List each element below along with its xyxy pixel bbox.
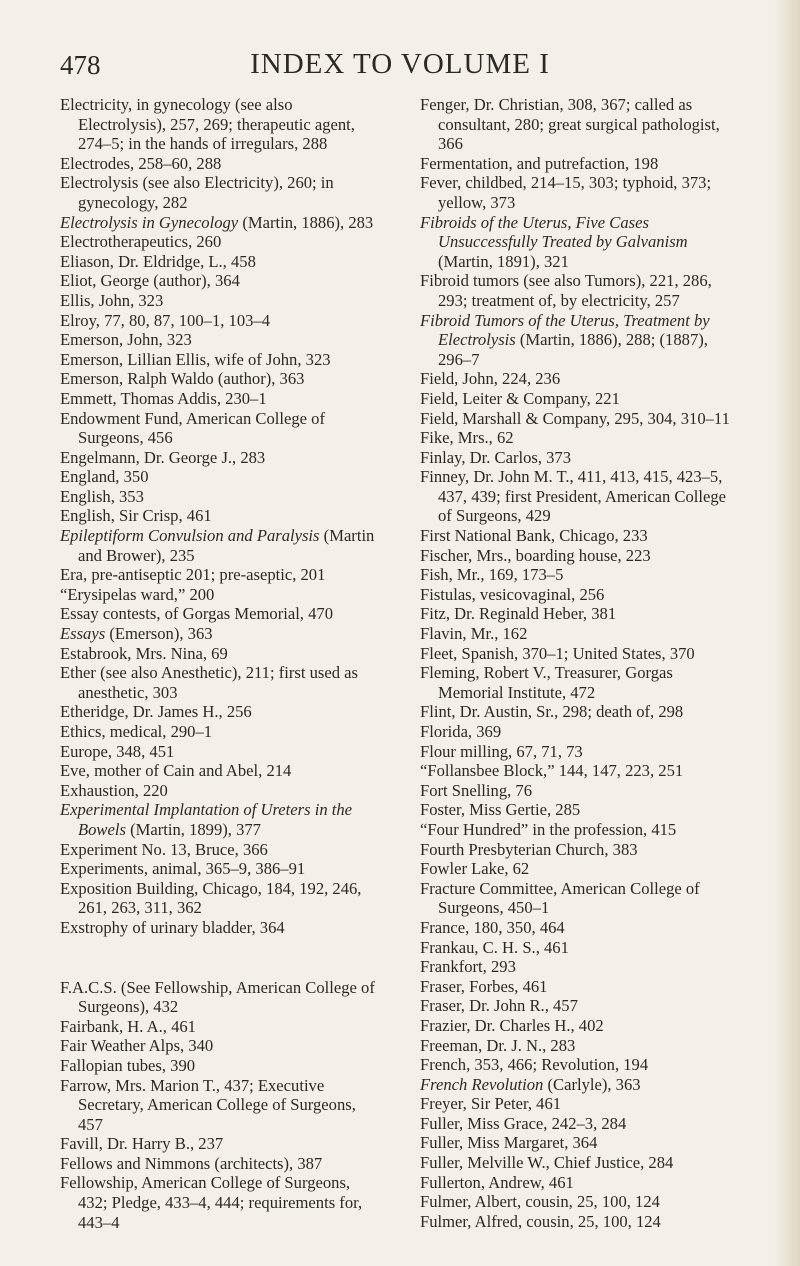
entry-text: Frankau, C. H. S., 461: [420, 937, 569, 957]
index-entry: [60, 95, 380, 154]
index-entry: [60, 918, 380, 938]
entry-text: (Emerson), 363: [105, 624, 213, 644]
entry-text: Estabrook, Mrs. Nina, 69: [60, 643, 228, 663]
index-entry: [420, 800, 740, 820]
entry-text: Emerson, John, 323: [60, 330, 192, 350]
entry-text: Foster, Miss Gertie, 285: [420, 800, 581, 820]
entry-text: Finney, Dr. John M. T., 411, 413, 415, 423–5, 437, 439; first President, American College of Surgeons, 429: [420, 467, 727, 526]
index-entry: [60, 644, 380, 664]
page-header: [60, 46, 740, 86]
entry-text: (Carlyle), 363: [543, 1074, 641, 1094]
index-entry: [420, 1114, 740, 1134]
index-entry: [420, 213, 740, 272]
entry-title-italic: Fibroid Tumors of the Uterus, Treatment by Electrolysis: [420, 310, 710, 350]
entry-text: Fulmer, Albert, cousin, 25, 100, 124: [420, 1192, 660, 1212]
index-entry: [60, 585, 380, 605]
entry-text: Ether (see also Anesthetic), 211; first used as anesthetic, 303: [60, 663, 358, 702]
index-entry: [60, 1134, 380, 1154]
index-entry: [60, 1056, 380, 1076]
entry-text: Fracture Committee, American College of Surgeons, 450–1: [420, 878, 700, 918]
index-entry: [60, 565, 380, 585]
index-entry: [60, 213, 380, 233]
entry-title-italic: Fibroids of the Uterus, Five Cases Unsuccessfully Treated by Galvanism: [420, 212, 688, 252]
index-entry: [60, 1036, 380, 1056]
entry-text: Electrodes, 258–60, 288: [60, 153, 222, 173]
index-entry: [420, 996, 740, 1016]
index-entry: [60, 604, 380, 624]
index-entry: [60, 1154, 380, 1174]
entry-text: (Martin, 1886), 283: [238, 212, 374, 232]
entry-text: Fraser, Dr. John R., 457: [420, 996, 578, 1016]
letter-gap: [60, 938, 380, 978]
index-entry: [60, 271, 380, 291]
entry-text: Field, Marshall & Company, 295, 304, 310–11: [420, 408, 730, 428]
entry-text: First National Bank, Chicago, 233: [420, 526, 648, 546]
running-head: INDEX TO VOLUME I: [250, 48, 550, 80]
index-entry: [420, 1094, 740, 1114]
index-entry: [60, 742, 380, 762]
index-entry: [420, 1036, 740, 1056]
index-entry: [420, 1173, 740, 1193]
entry-text: Fistulas, vesicovaginal, 256: [420, 584, 605, 604]
index-entry: [420, 1153, 740, 1173]
entry-text: Eliot, George (author), 364: [60, 271, 240, 291]
index-entry: [420, 154, 740, 174]
index-entry: [60, 154, 380, 174]
index-entry: [60, 252, 380, 272]
entry-text: Fellows and Nimmons (architects), 387: [60, 1153, 323, 1173]
entry-text: Farrow, Mrs. Marion T., 437; Executive Secretary, American College of Surgeons, 457: [60, 1075, 356, 1134]
index-entry: [60, 978, 380, 1017]
index-entry: [60, 291, 380, 311]
index-entry: [420, 369, 740, 389]
index-entry: [60, 663, 380, 702]
index-entry: [60, 311, 380, 331]
index-entry: [60, 350, 380, 370]
index-entry: [420, 663, 740, 702]
entry-text: Emerson, Lillian Ellis, wife of John, 323: [60, 349, 331, 369]
index-entry: [60, 1017, 380, 1037]
entry-text: (Martin, 1891), 321: [438, 251, 569, 271]
entry-text: Fraser, Forbes, 461: [420, 976, 548, 996]
index-entry: [420, 1192, 740, 1212]
index-entry: [420, 546, 740, 566]
entry-text: Ellis, John, 323: [60, 290, 164, 310]
entry-text: Fike, Mrs., 62: [420, 428, 514, 448]
index-entry: [420, 742, 740, 762]
entry-text: Fischer, Mrs., boarding house, 223: [420, 545, 651, 565]
index-entry: [420, 467, 740, 526]
entry-text: Fitz, Dr. Reginald Heber, 381: [420, 604, 617, 624]
entry-text: Emmett, Thomas Addis, 230–1: [60, 388, 267, 408]
entry-text: Fenger, Dr. Christian, 308, 367; called as consultant, 280; great surgical pathologist, 366: [420, 95, 720, 154]
index-entry: [420, 95, 740, 154]
index-entry: [420, 409, 740, 429]
entry-text: Fullerton, Andrew, 461: [420, 1172, 574, 1192]
index-entry: [60, 761, 380, 781]
entry-text: Flavin, Mr., 162: [420, 624, 528, 644]
index-entry: [420, 722, 740, 742]
entry-text: Fuller, Miss Margaret, 364: [420, 1133, 598, 1153]
entry-text: Fourth Presbyterian Church, 383: [420, 839, 638, 859]
index-entry: [60, 800, 380, 839]
page-edge-shadow: [774, 0, 800, 1266]
index-entry: [60, 467, 380, 487]
entry-text: Fleet, Spanish, 370–1; United States, 370: [420, 643, 695, 663]
entry-text: Freyer, Sir Peter, 461: [420, 1094, 562, 1114]
entry-text: Fibroid tumors (see also Tumors), 221, 286, 293; treatment of, by electricity, 257: [420, 271, 712, 310]
index-column-left: [60, 95, 380, 1232]
entry-text: Exhaustion, 220: [60, 780, 168, 800]
entry-text: Electrolysis (see also Electricity), 260; in gynecology, 282: [60, 173, 334, 212]
index-entry: [420, 781, 740, 801]
index-entry: [60, 781, 380, 801]
entry-text: “Four Hundred” in the profession, 415: [420, 819, 677, 839]
index-entry: [420, 702, 740, 722]
index-entry: [420, 389, 740, 409]
index-entry: [420, 585, 740, 605]
entry-text: Fowler Lake, 62: [420, 859, 530, 879]
entry-title-italic: Electrolysis in Gynecology: [60, 212, 239, 232]
entry-text: Finlay, Dr. Carlos, 373: [420, 447, 572, 467]
entry-text: Field, John, 224, 236: [420, 369, 561, 389]
index-entry: [420, 1055, 740, 1075]
index-entry: [420, 311, 740, 370]
index-entry: [420, 173, 740, 212]
entry-text: Fallopian tubes, 390: [60, 1055, 196, 1075]
index-entry: [60, 173, 380, 212]
entry-text: Fulmer, Alfred, cousin, 25, 100, 124: [420, 1211, 661, 1231]
index-entry: [420, 859, 740, 879]
entry-text: Etheridge, Dr. James H., 256: [60, 702, 252, 722]
entry-text: “Erysipelas ward,” 200: [60, 584, 215, 604]
index-entry: [60, 487, 380, 507]
index-entry: [60, 1173, 380, 1232]
index-entry: [60, 232, 380, 252]
entry-text: French, 353, 466; Revolution, 194: [420, 1055, 649, 1075]
entry-text: Fever, childbed, 214–15, 303; typhoid, 373; yellow, 373: [420, 173, 712, 212]
entry-text: Essay contests, of Gorgas Memorial, 470: [60, 604, 333, 624]
entry-text: Experiments, animal, 365–9, 386–91: [60, 859, 306, 879]
entry-text: Florida, 369: [420, 722, 502, 741]
index-entry: [60, 330, 380, 350]
entry-text: “Follansbee Block,” 144, 147, 223, 251: [420, 761, 684, 781]
index-entry: [420, 624, 740, 644]
entry-text: Fleming, Robert V., Treasurer, Gorgas Memorial Institute, 472: [420, 663, 673, 702]
entry-text: Field, Leiter & Company, 221: [420, 388, 620, 408]
index-column-right: [420, 95, 740, 1231]
index-entry: [420, 644, 740, 664]
entry-text: Fairbank, H. A., 461: [60, 1016, 196, 1036]
entry-text: England, 350: [60, 467, 149, 487]
index-entry: [60, 409, 380, 448]
index-entry: [60, 840, 380, 860]
index-entry: [420, 448, 740, 468]
entry-text: Frazier, Dr. Charles H., 402: [420, 1015, 604, 1035]
entry-text: Era, pre-antiseptic 201; pre-aseptic, 201: [60, 565, 326, 585]
entry-title-italic: Epileptiform Convulsion and Paralysis: [60, 526, 320, 546]
entry-text: Freeman, Dr. J. N., 283: [420, 1035, 576, 1055]
index-entry: [420, 957, 740, 977]
index-entry: [420, 604, 740, 624]
index-entry: [420, 977, 740, 997]
index-group-f: [60, 978, 380, 1233]
entry-text: Fellowship, American College of Surgeons, 432; Pledge, 433–4, 444; requirements for, 443–4: [60, 1173, 363, 1232]
index-entry: [420, 271, 740, 310]
index-entry: [420, 879, 740, 918]
entry-text: English, 353: [60, 486, 144, 506]
entry-text: Exposition Building, Chicago, 184, 192, 246, 261, 263, 311, 362: [60, 878, 362, 918]
entry-text: Ethics, medical, 290–1: [60, 722, 213, 741]
entry-text: Engelmann, Dr. George J., 283: [60, 447, 266, 467]
entry-text: (Martin and Brower), 235: [78, 526, 375, 565]
entry-text: Emerson, Ralph Waldo (author), 363: [60, 369, 305, 389]
index-entry: [60, 879, 380, 918]
index-entry: [420, 565, 740, 585]
entry-text: Frankfort, 293: [420, 957, 516, 977]
index-group-f-continued: [420, 95, 740, 1231]
entry-text: Flour milling, 67, 71, 73: [420, 741, 583, 761]
index-group-e: [60, 95, 380, 938]
entry-text: Fair Weather Alps, 340: [60, 1036, 214, 1056]
index-entry: [420, 761, 740, 781]
entry-text: Fermentation, and putrefaction, 198: [420, 153, 659, 173]
index-entry: [60, 859, 380, 879]
index-entry: [60, 624, 380, 644]
entry-text: Fish, Mr., 169, 173–5: [420, 565, 564, 585]
entry-text: Electricity, in gynecology (see also Electrolysis), 257, 269; therapeutic agent, 274–5; in the hands of irregulars, 288: [60, 95, 355, 154]
index-entry: [420, 840, 740, 860]
index-entry: [60, 369, 380, 389]
entry-text: Electrotherapeutics, 260: [60, 232, 222, 252]
entry-text: English, Sir Crisp, 461: [60, 506, 212, 526]
entry-text: Fuller, Miss Grace, 242–3, 284: [420, 1113, 627, 1133]
index-entry: [420, 428, 740, 448]
index-entry: [60, 722, 380, 742]
page-number: 478: [60, 50, 101, 80]
index-entry: [420, 526, 740, 546]
entry-text: Favill, Dr. Harry B., 237: [60, 1134, 224, 1154]
index-entry: [60, 1076, 380, 1135]
entry-text: Fuller, Melville W., Chief Justice, 284: [420, 1153, 674, 1173]
entry-title-italic: Essays: [60, 624, 106, 644]
entry-text: Eve, mother of Cain and Abel, 214: [60, 761, 292, 781]
index-entry: [420, 1133, 740, 1153]
index-entry: [60, 526, 380, 565]
index-entry: [60, 506, 380, 526]
entry-text: Experiment No. 13, Bruce, 366: [60, 839, 268, 859]
entry-text: (Martin, 1886), 288; (1887), 296–7: [438, 330, 708, 369]
index-entry: [420, 918, 740, 938]
index-entry: [60, 389, 380, 409]
entry-text: Europe, 348, 451: [60, 741, 175, 761]
entry-title-italic: Experimental Implantation of Ureters in the Bowels: [60, 800, 353, 839]
index-entry: [420, 1016, 740, 1036]
entry-text: F.A.C.S. (See Fellowship, American College of Surgeons), 432: [60, 977, 375, 1017]
entry-text: (Martin, 1899), 377: [125, 819, 261, 839]
index-entry: [420, 938, 740, 958]
entry-text: Endowment Fund, American College of Surgeons, 456: [60, 408, 325, 448]
entry-text: France, 180, 350, 464: [420, 917, 565, 937]
index-entry: [420, 1212, 740, 1232]
entry-title-italic: French Revolution: [420, 1074, 544, 1094]
index-entry: [60, 702, 380, 722]
index-entry: [420, 820, 740, 840]
entry-text: Flint, Dr. Austin, Sr., 298; death of, 298: [420, 702, 684, 722]
entry-text: Eliason, Dr. Eldridge, L., 458: [60, 251, 256, 271]
entry-text: Fort Snelling, 76: [420, 780, 533, 800]
entry-text: Exstrophy of urinary bladder, 364: [60, 917, 285, 937]
index-entry: [60, 448, 380, 468]
index-entry: [420, 1075, 740, 1095]
entry-text: Elroy, 77, 80, 87, 100–1, 103–4: [60, 310, 271, 330]
